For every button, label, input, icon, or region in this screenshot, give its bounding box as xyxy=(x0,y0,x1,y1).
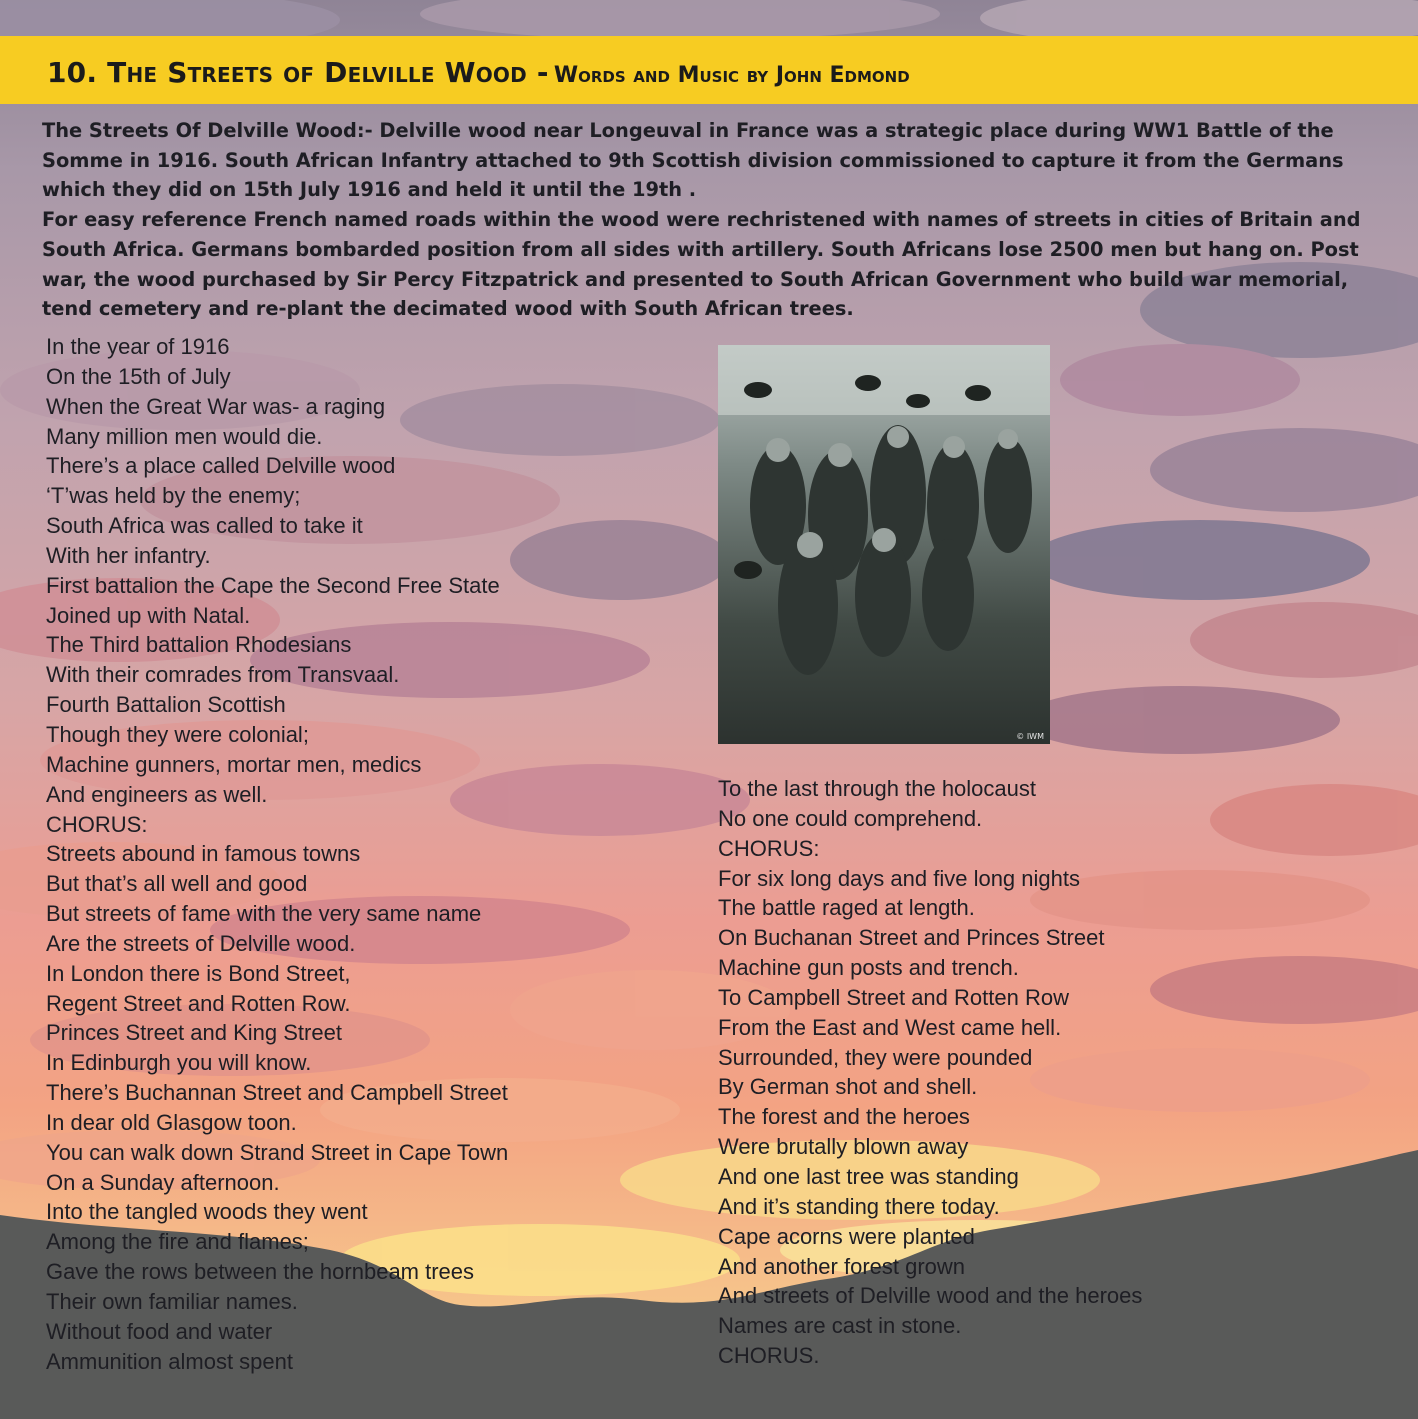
lyric-line: The forest and the heroes xyxy=(718,1104,970,1130)
lyric-line: And streets of Delville wood and the heroes xyxy=(718,1283,1143,1309)
song-credits: Words and Music by John Edmond xyxy=(553,63,910,88)
lyric-line: And it’s standing there today. xyxy=(718,1193,1000,1219)
lyric-line: CHORUS. xyxy=(718,1343,820,1369)
lyric-line: And engineers as well. xyxy=(46,781,268,807)
lyrics-column-left xyxy=(46,332,508,1377)
lyric-line: In the year of 1916 xyxy=(46,334,230,359)
intro-paragraph: For easy reference French named roads within the wood were rechristened with names of streets in cities of Britain and South Africa. Germans bombarded position from all sides with artillery. South Africans lose 2500 men but hang on. Post war, the wood purchased by Sir Percy Fitzpatrick and presented to South African Government who build war memorial, tend cemetery and re-plant the decimated wood with South African trees. xyxy=(42,208,1361,321)
lyric-line: But streets of fame with the very same name xyxy=(46,901,482,927)
lyric-line: And one last tree was standing xyxy=(718,1163,1019,1189)
lyric-line: CHORUS: xyxy=(718,835,820,861)
lyric-line: And another forest grown xyxy=(718,1253,966,1279)
lyric-line: Into the tangled woods they went xyxy=(46,1199,368,1225)
lyric-line: No one could comprehend. xyxy=(718,805,983,831)
lyric-line: Among the fire and flames; xyxy=(46,1229,309,1255)
lyric-line: Princes Street and King Street xyxy=(46,1020,342,1046)
lyric-line: Fourth Battalion Scottish xyxy=(46,692,286,718)
lyric-line: CHORUS: xyxy=(46,811,148,837)
lyric-line: The battle raged at length. xyxy=(718,895,975,921)
lyric-line: Gave the rows between the hornbeam trees xyxy=(46,1259,475,1285)
title-banner xyxy=(0,36,1418,104)
lyric-line: When the Great War was- a raging xyxy=(46,393,386,419)
lyric-line: With her infantry. xyxy=(46,542,211,568)
lyric-line: By German shot and shell. xyxy=(718,1074,978,1100)
lyric-line: There’s Buchannan Street and Campbell Street xyxy=(46,1080,508,1106)
lyric-line: Without food and water xyxy=(46,1318,273,1344)
intro-paragraph: The Streets Of Delville Wood:- Delville wood near Longeuval in France was a strategic place during WW1 Battle of the Somme in 1916. South African Infantry attached to 9th Scottish division commissioned to capture it from the Germans which they did on 15th July 1916 and held it until the 19th . xyxy=(42,119,1344,202)
lyric-line: Surrounded, they were pounded xyxy=(718,1044,1033,1070)
lyric-line: Many million men would die. xyxy=(46,423,323,449)
song-title: 10. The Streets of Delville Wood - xyxy=(47,56,549,89)
lyric-line: Machine gun posts and trench. xyxy=(718,955,1019,981)
lyric-line: Machine gunners, mortar men, medics xyxy=(46,751,422,777)
lyric-line: To the last through the holocaust xyxy=(718,776,1036,801)
lyric-line: You can walk down Strand Street in Cape Town xyxy=(46,1139,509,1165)
lyric-line: There’s a place called Delville wood xyxy=(46,453,396,479)
lyric-line: But that’s all well and good xyxy=(46,871,308,897)
lyric-line: First battalion the Cape the Second Free State xyxy=(46,572,500,598)
lyric-line: ‘T’was held by the enemy; xyxy=(46,483,301,509)
lyric-line: Cape acorns were planted xyxy=(718,1223,975,1249)
lyric-line: Joined up with Natal. xyxy=(46,602,251,628)
lyric-line: Names are cast in stone. xyxy=(718,1313,962,1339)
lyric-line: To Campbell Street and Rotten Row xyxy=(718,984,1069,1010)
lyric-line: Their own familiar names. xyxy=(46,1289,298,1314)
photo-credit: © IWM xyxy=(1016,732,1044,741)
lyric-line: On the 15th of July xyxy=(46,363,231,389)
lyrics-column-right xyxy=(718,774,1142,1371)
lyric-line: Streets abound in famous towns xyxy=(46,841,361,867)
lyric-line: On Buchanan Street and Princes Street xyxy=(718,925,1105,951)
lyric-line: From the East and West came hell. xyxy=(718,1014,1062,1040)
lyric-line: Though they were colonial; xyxy=(46,721,309,747)
soldiers-photograph xyxy=(718,345,1050,744)
lyric-line: Regent Street and Rotten Row. xyxy=(46,990,351,1016)
song-background-text xyxy=(42,116,1402,324)
lyric-line: South Africa was called to take it xyxy=(46,513,363,539)
lyric-line: On a Sunday afternoon. xyxy=(46,1169,280,1195)
lyric-line: Were brutally blown away xyxy=(718,1134,969,1160)
lyric-line: In Edinburgh you will know. xyxy=(46,1050,312,1076)
lyric-line: With their comrades from Transvaal. xyxy=(46,662,400,688)
lyric-line: Are the streets of Delville wood. xyxy=(46,930,356,956)
lyric-line: In dear old Glasgow toon. xyxy=(46,1109,297,1135)
lyric-line: In London there is Bond Street, xyxy=(46,960,351,986)
lyric-line: The Third battalion Rhodesians xyxy=(46,632,352,658)
lyric-line: For six long days and five long nights xyxy=(718,865,1080,891)
lyric-line: Ammunition almost spent xyxy=(46,1348,293,1374)
